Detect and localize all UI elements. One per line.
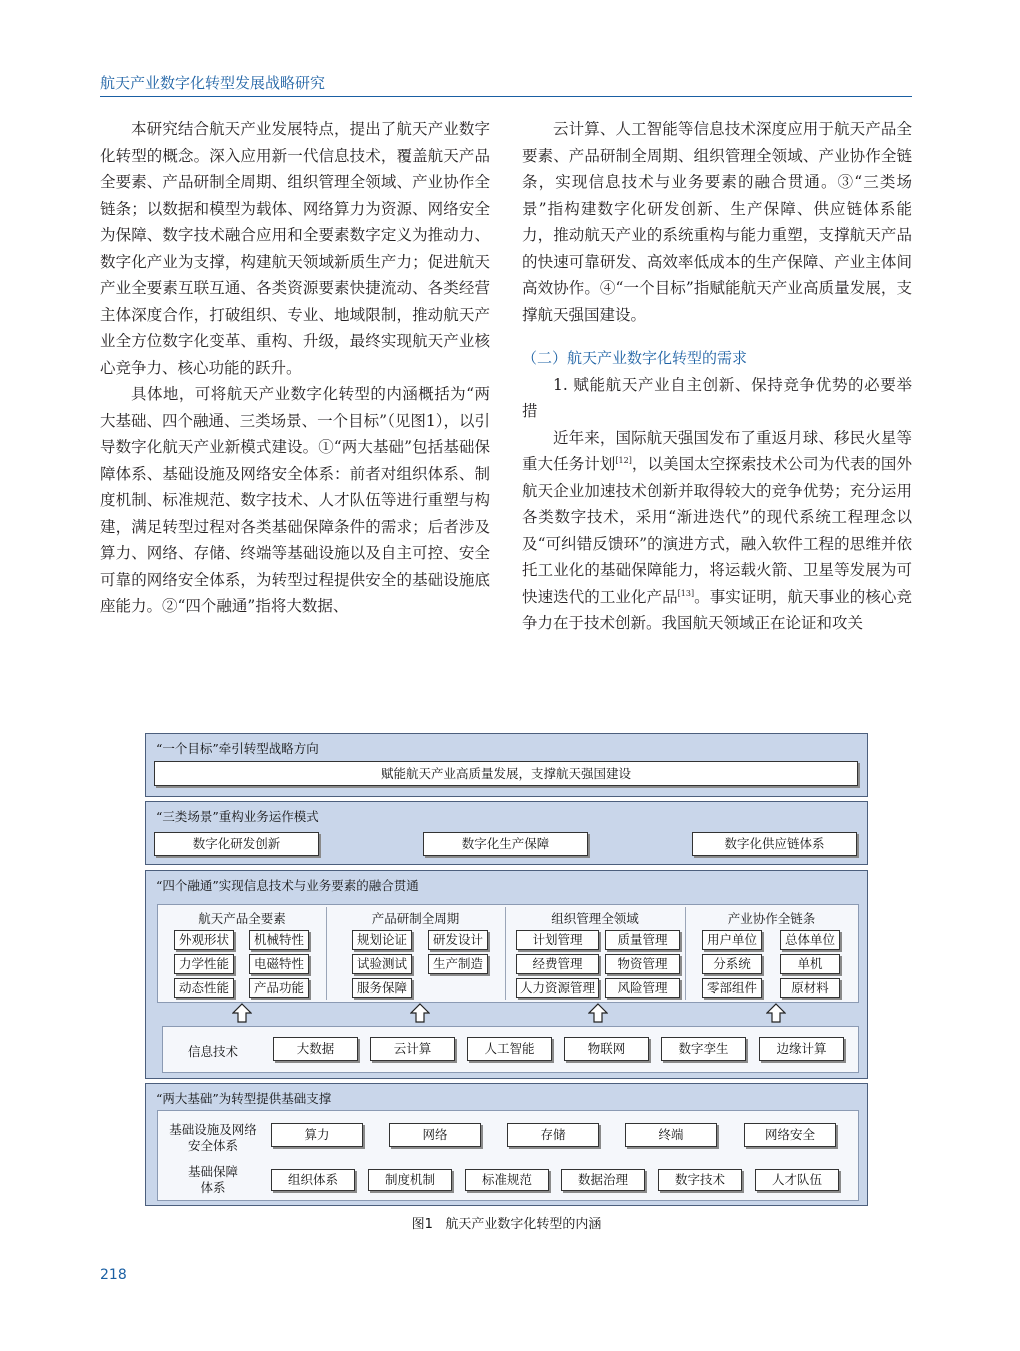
goal-box: 赋能航天产业高质量发展，支撑航天强国建设 [154,761,858,786]
up-arrow-icon [410,1003,430,1023]
element-box: 生产制造 [428,954,488,974]
right-paragraph-2 [522,425,912,637]
element-box: 经费管理 [516,954,599,974]
element-box: 力学性能 [174,954,234,974]
goal-panel-title: “一个目标”牵引转型战略方向 [156,741,319,756]
element-box: 研发设计 [428,930,488,950]
subheading: 1. 赋能航天产业自主创新、保持竞争优势的必要举措 [522,375,912,420]
group-title: 产品研制全周期 [371,911,460,926]
infra-box: 算力 [271,1123,363,1147]
infra-label [158,1122,268,1154]
tech-box: 物联网 [564,1037,649,1061]
citation-ref[interactable]: [12] [615,456,632,465]
scene-box: 数字化生产保障 [423,832,588,856]
element-box: 机械特性 [249,930,309,950]
right-paragraph-1: 云计算、人工智能等信息技术深度应用于航天产品全要素、产品研制全周期、组织管理全领域、产业协作全链条，实现信息技术与业务要素的融合贯通。③“三类场景”指构建数字化研发创新、生产保障、供应链体系能力，推动航天产业的系统重构与能力重塑，支撑航天产品的快速可靠研发、高效率低成本的生产保障、产业主体间高效协作。④“一个目标”指赋能航天产业高质量发展，支撑航天强国建设。 [522,120,912,324]
element-box: 单机 [780,954,840,974]
element-box: 用户单位 [702,930,762,950]
foundations-panel [145,1083,868,1206]
tech-box: 数字孪生 [661,1037,746,1061]
support-box: 制度机制 [368,1169,452,1191]
infra-box: 网络 [389,1123,481,1147]
scene-box: 数字化研发创新 [154,832,319,856]
support-box: 数字技术 [658,1169,742,1191]
element-box: 原材料 [780,978,840,998]
info-tech-label: 信息技术 [187,1044,238,1059]
infra-box: 网络安全 [744,1123,836,1147]
support-label-line: 基础保障 [187,1164,238,1179]
element-box: 动态性能 [174,978,234,998]
tech-box: 云计算 [370,1037,455,1061]
up-arrow-icon [766,1003,786,1023]
infra-box: 终端 [625,1123,717,1147]
integration-panel-title: “四个融通”实现信息技术与业务要素的融合贯通 [156,878,419,893]
figure-number: 图1 [411,1217,433,1232]
support-box: 人才队伍 [755,1169,839,1191]
foundations-panel-title: “两大基础”为转型提供基础支撑 [156,1091,332,1106]
support-label-line: 体系 [200,1180,226,1195]
tech-box: 边缘计算 [759,1037,844,1061]
up-arrow-icon [588,1003,608,1023]
infra-label-line: 安全体系 [187,1138,238,1153]
group-title: 产业协作全链条 [727,911,816,926]
element-box: 试验测试 [352,954,412,974]
right-column [522,116,912,637]
foundations-area [157,1110,859,1201]
left-paragraph-2: 具体地，可将航天产业数字化转型的内涵概括为“两大基础、四个融通、三类场景、一个目标”（见图1），以引导数字化航天产业新模式建设。①“两大基础”包括基础保障体系、基础设施及网络安全体系：前者对组织体系、制度机制、标准规范、数字技术、人才队伍等进行重塑与构建，满足转型过程对各类基础保障条件的需求；后者涉及算力、网络、存储、终端等基础设施以及自主可控、安全可靠的网络安全体系，为转型过程提供安全的基础设施底座能力。②“四个融通”指将大数据、 [100,385,490,615]
element-box: 计划管理 [516,930,599,950]
element-box: 外观形状 [174,930,234,950]
header-divider [100,96,912,97]
figure-caption-text: 航天产业数字化转型的内涵 [445,1217,602,1232]
group-title: 航天产品全要素 [198,911,286,926]
scenes-panel [145,801,868,865]
element-box: 零部组件 [702,978,762,998]
element-box: 人力资源管理 [516,978,599,998]
infra-label-line: 基础设施及网络 [169,1122,257,1137]
element-box: 物资管理 [605,954,680,974]
support-box: 标准规范 [465,1169,549,1191]
paragraph-text: ，以美国太空探索技术公司为代表的国外航天企业加速技术创新并取得较大的竞争优势；充分运用各类数字技术，采用“渐进迭代”的现代系统工程理念以及“可纠错反馈环”的演进方式，融入软件工程的思维并依托工业化的基础保障能力，将运载火箭、卫星等发展为可快速迭代的工业化产品 [522,455,912,606]
paragraph-text: 。事实证明，航天事业的核心竞争力在于技术创新。我国航天领域正在论证和攻关 [522,587,912,632]
section-heading: （二）航天产业数字化转型的需求 [522,349,748,367]
scene-box: 数字化供应链体系 [692,832,857,856]
figure-1-diagram [145,733,868,1207]
element-box: 产品功能 [249,978,309,998]
infra-box: 存储 [507,1123,599,1147]
element-box: 总体单位 [780,930,840,950]
left-paragraph-1: 本研究结合航天产业发展特点，提出了航天产业数字化转型的概念。深入应用新一代信息技术，覆盖航天产品全要素、产品研制全周期、组织管理全领域、产业协作全链条；以数据和模型为载体、网络算力为资源、网络安全为保障、数字技术融合应用和全要素数字定义为推动力、数字化产业为支撑，构建航天领域新质生产力；促进航天产业全要素互联互通、各类资源要素快捷流动、各类经营主体深度合作，打破组织、专业、地域限制，推动航天产业全方位数字化变革、重构、升级，最终实现航天产业核心竞争力、核心功能的跃升。 [100,120,490,377]
paragraph-text: 近年来，国际航天强国发布了重返月球、移民火星等重大任务计划 [522,428,912,473]
support-box: 组织体系 [271,1169,355,1191]
element-box: 电磁特性 [249,954,309,974]
tech-box: 人工智能 [467,1037,552,1061]
element-box: 服务保障 [352,978,412,998]
integration-panel [145,870,868,1079]
left-column [100,116,490,620]
group-title: 组织管理全领域 [551,911,639,926]
goal-panel [145,733,868,797]
info-tech-area [162,1026,859,1073]
scenes-panel-title: “三类场景”重构业务运作模式 [156,809,319,824]
running-head-title: 航天产业数字化转型发展战略研究 [100,74,326,92]
business-elements-area [157,904,859,1003]
support-label [158,1164,268,1196]
element-box: 分系统 [702,954,762,974]
page-number: 218 [100,1267,127,1283]
element-box: 风险管理 [605,978,680,998]
support-box: 数据治理 [561,1169,645,1191]
tech-box: 大数据 [273,1037,358,1061]
up-arrow-icon [232,1003,252,1023]
element-box: 规划论证 [352,930,412,950]
citation-ref[interactable]: [13] [677,588,695,598]
figure-caption [145,1213,868,1232]
element-box: 质量管理 [605,930,680,950]
